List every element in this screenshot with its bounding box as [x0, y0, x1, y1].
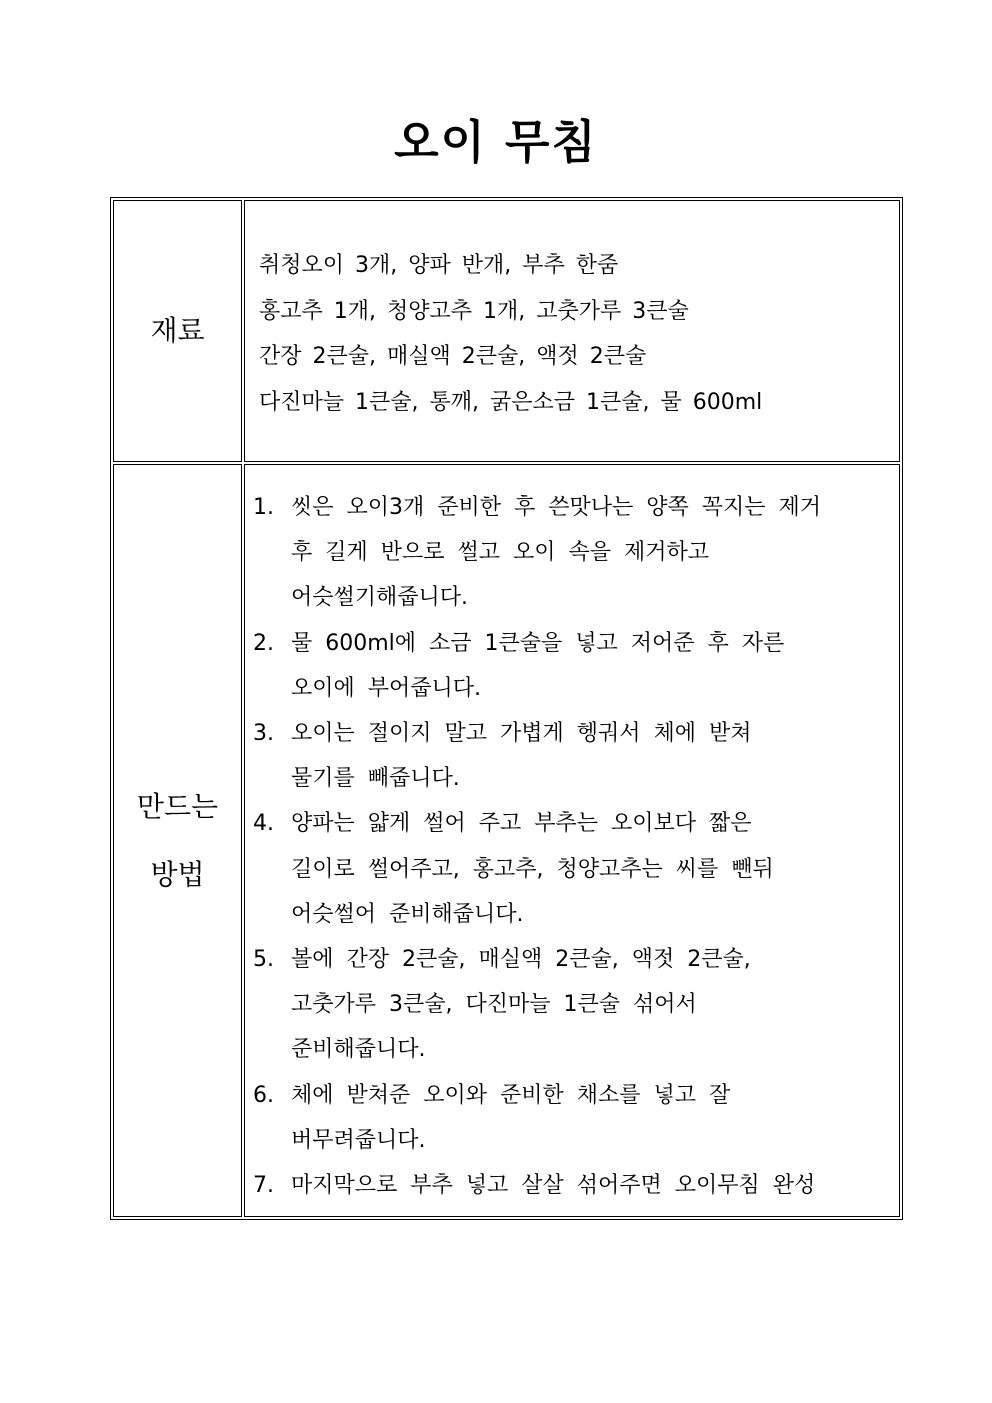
step-number: 3. — [253, 721, 274, 747]
ingredients-label: 재료 — [150, 314, 205, 347]
step-text: 준비해줍니다. — [291, 1037, 426, 1063]
method-label-line: 만드는 — [136, 789, 219, 823]
ingredient-line: 다진마늘 1큰술, 통깨, 굵은소금 1큰술, 물 600ml — [259, 389, 763, 415]
method-step — [253, 937, 899, 1073]
step-number: 6. — [253, 1082, 274, 1108]
method-label-line: 방법 — [150, 857, 205, 891]
step-text: 물 600ml에 소금 1큰술을 넣고 저어준 후 자른 — [291, 630, 785, 656]
step-text: 오이는 절이지 말고 가볍게 헹궈서 체에 받쳐 — [291, 721, 752, 747]
method-label-cell — [113, 464, 242, 1217]
step-text: 물기를 빼줍니다. — [291, 766, 460, 792]
recipe-table — [110, 197, 903, 1220]
method-step — [253, 621, 899, 711]
method-step — [253, 801, 899, 937]
step-number: 4. — [253, 811, 274, 837]
step-text: 고춧가루 3큰술, 다진마늘 1큰술 섞어서 — [291, 992, 697, 1018]
method-step — [253, 711, 899, 801]
step-text: 어슷썰기해줍니다. — [291, 585, 469, 611]
ingredients-cell — [244, 200, 900, 462]
method-step — [253, 1073, 899, 1163]
step-text: 후 길게 반으로 썰고 오이 속을 제거하고 — [291, 540, 709, 566]
step-text: 양파는 얇게 썰어 주고 부추는 오이보다 짧은 — [291, 811, 752, 837]
ingredient-line: 간장 2큰술, 매실액 2큰술, 액젓 2큰술 — [259, 344, 647, 369]
ingredient-line: 취청오이 3개, 양파 반개, 부추 한줌 — [259, 253, 619, 278]
method-step — [253, 1163, 899, 1208]
step-text: 버무려줍니다. — [291, 1127, 426, 1153]
step-number: 5. — [253, 947, 274, 973]
method-step — [253, 485, 899, 621]
step-text: 마지막으로 부추 넣고 살살 섞어주면 오이무침 완성 — [291, 1173, 816, 1199]
step-text: 오이에 부어줍니다. — [291, 675, 482, 701]
page-title: 오이 무침 — [394, 115, 598, 169]
method-label — [137, 773, 218, 909]
step-text: 어슷썰어 준비해줍니다. — [291, 901, 524, 927]
step-text: 체에 받쳐준 오이와 준비한 채소를 넣고 잘 — [291, 1082, 731, 1108]
step-text: 씻은 오이3개 준비한 후 쓴맛나는 양쪽 꼭지는 제거 — [291, 495, 821, 520]
step-number: 1. — [253, 495, 274, 520]
method-cell — [244, 464, 900, 1217]
step-text: 볼에 간장 2큰술, 매실액 2큰술, 액젓 2큰술, — [291, 947, 751, 973]
ingredients-label-cell — [113, 200, 242, 462]
step-number: 7. — [253, 1173, 274, 1199]
ingredient-line: 홍고추 1개, 청양고추 1개, 고춧가루 3큰술 — [259, 298, 689, 324]
step-text: 길이로 썰어주고, 홍고추, 청양고추는 씨를 뺀뒤 — [291, 856, 774, 882]
step-number: 2. — [253, 630, 274, 656]
